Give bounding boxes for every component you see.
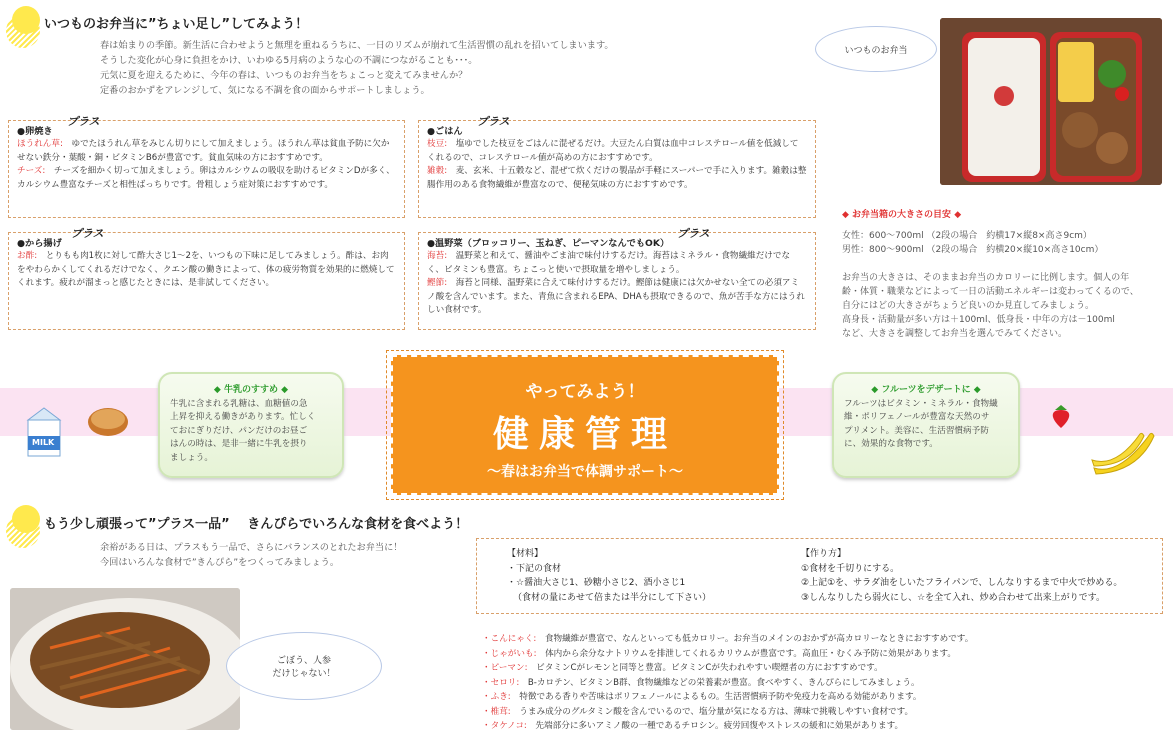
- ingredient-name: ・こんにゃく:: [482, 634, 537, 644]
- yellow-circle-decoration: [12, 505, 40, 533]
- box-title: ●から揚げ: [17, 238, 62, 249]
- ingredient-text: ゆでたほうれん草をみじん切りにして加えましょう。ほうれん草は貧血予防に欠かせない鉄分・葉酸・銅・ビタミンB6が豊富です。貧血気味の方におすすめです。: [17, 139, 390, 163]
- ingredient-desc: 体内から余分なナトリウムを排泄してくれるカリウムが豊富です。高血圧・むくみ予防に効果があります。: [536, 648, 957, 659]
- box-text: [427, 277, 807, 317]
- ingredient-key: 枝豆:: [427, 139, 448, 150]
- ingredient-name: ・じゃがいも:: [482, 648, 537, 659]
- ingredient-name: ・椎茸:: [482, 706, 511, 717]
- bubble-text: ごぼう、人参: [276, 656, 331, 666]
- milk-line: 上昇を抑える働きがあります。忙しく: [170, 412, 316, 422]
- ingredient-text: 塩ゆでした枝豆をごはんに混ぜるだけ。大豆たん白質は血中コレステロール値を低減してくれるので、コレステロール値が高めの方におすすめです。: [427, 139, 799, 163]
- ingredient-desc: うまみ成分のグルタミン酸を含んでいるので、塩分量が気になる方は、薄味で挑戦しやすい食材です。: [510, 706, 914, 717]
- list-item: [482, 676, 973, 691]
- section2-title: もう少し頑張って”プラス一品” きんぴらでいろんな食材を食べよう！: [44, 517, 469, 532]
- banner-line1: やってみよう！: [525, 382, 645, 402]
- ingredient-desc: B-カロテン、ビタミンB群、食物繊維などの栄養素が豊富。食べやすく、きんぴらにしてみましょう。: [519, 677, 920, 688]
- list-item: [482, 632, 973, 647]
- intro-line: 元気に夏を迎えるために、今年の春は、いつものお弁当をちょこっと変えてみませんか？: [100, 70, 468, 81]
- ingredient-name: ・タケノコ:: [482, 721, 527, 731]
- bento-speech-bubble: [815, 26, 937, 72]
- box-title: ●卵焼き: [17, 126, 53, 137]
- ingredient-key: 海苔:: [427, 251, 448, 262]
- milk-line: 牛乳に含まれる乳糖は、血糖値の急: [170, 398, 308, 409]
- fruit-line: に、効果的な食物です。: [844, 439, 938, 449]
- step-item: ①食材を千切りにする。: [801, 563, 900, 574]
- materials-title: 【材料】: [507, 549, 544, 559]
- box-title: ●ごはん: [427, 126, 463, 137]
- onyasai-box: [418, 227, 816, 330]
- dorayaki-icon: [86, 404, 130, 441]
- materials-item: （食材の量にあせて倍または半分にして下さい）: [513, 592, 712, 603]
- bento-size-body: 高身長・活動量が多い方は＋100ml、低身長・中年の方は－100ml: [842, 315, 1115, 325]
- fruit-line: フルーツはビタミン・ミネラル・食物繊: [844, 398, 998, 409]
- list-item: [482, 661, 973, 676]
- step-item: ③しんなりしたら弱火にし、☆を全て入れ、炒め合わせて出来上がりです。: [801, 592, 1105, 603]
- list-item: [482, 647, 973, 662]
- fruit-title: ◆ フルーツをデザートに ◆: [871, 385, 981, 395]
- ingredient-key: ほうれん草:: [17, 139, 63, 150]
- yellow-circle-decoration: [12, 6, 40, 34]
- intro-line: そうした変化が心身に負担をかけ、いわゆる5月病のような心の不調につながることも･･･。: [100, 55, 478, 66]
- ingredient-text: 海苔と同様、温野菜に合えて味付けするだけ。鰹節は健康には欠かせない全ての必須アミノ酸を含んでいます。また、青魚に含まれるEPA、DHAも摂取できるので、魚が苦手な方にはうれしい食材です。: [427, 278, 805, 316]
- intro-line: 今回はいろんな食材で”きんぴら”をつくってみましょう。: [100, 557, 340, 568]
- box-text: [17, 165, 396, 192]
- plus-label: プラス: [677, 227, 710, 240]
- milk-label: MILK: [32, 438, 55, 447]
- materials-column: [507, 547, 711, 605]
- section1-title: いつものお弁当に”ちょい足し”してみよう！: [44, 17, 309, 32]
- strawberry-icon: [1048, 402, 1074, 433]
- plus-label: プラス: [477, 115, 510, 128]
- ingredient-desc: ビタミンCがレモンと同等と豊富。ビタミンCが失われやすい喫煙者の方におすすめです。: [527, 663, 883, 673]
- box-text: [427, 250, 807, 277]
- kinpira-illustration: [10, 588, 240, 730]
- box-title: ●温野菜（ブロッコリー、玉ねぎ、ピーマンなんでもOK）: [427, 238, 670, 249]
- milk-line: はんの時は、是非一緒に牛乳を摂り: [170, 439, 308, 449]
- bento-size-body: 齢・体質・職業などによって一日の活動エネルギーは変わってくるので、: [842, 287, 1139, 297]
- fruit-info-box: [832, 372, 1020, 478]
- box-text: [427, 165, 807, 192]
- steps-title: 【作り方】: [801, 549, 847, 559]
- box-text: [17, 250, 396, 290]
- intro-line: 余裕がある日は、プラスもう一品で、さらにバランスのとれたお弁当に！: [100, 542, 403, 553]
- kinpira-speech-bubble: [226, 632, 382, 700]
- bento-photo: [940, 18, 1162, 185]
- ingredient-text: 麦、玄米、十五穀など、混ぜて炊くだけの製品が手軽にスーパーで手に入ります。雑穀は整腸作用のある食物繊維が豊富なので、便秘気味の方におすすめです。: [427, 166, 807, 190]
- ingredient-key: チーズ:: [17, 166, 46, 177]
- recipe-box: [476, 538, 1163, 614]
- kinpira-photo: [10, 588, 240, 730]
- materials-item: ・下記の食材: [507, 563, 562, 574]
- bubble-text: だけじゃない！: [272, 669, 336, 679]
- milk-carton-icon: [22, 406, 66, 461]
- bento-size-title: ◆ お弁当箱の大きさの目安 ◆: [842, 210, 962, 220]
- ingredient-key: お酢:: [17, 251, 38, 262]
- list-item: [482, 705, 973, 720]
- bento-size-body: お弁当の大きさは、そのままお弁当のカロリーに比例します。個人の年: [842, 273, 1130, 283]
- intro-line: 定番のおかずをアレンジして、気になる不調を食の面からサポートしましょう。: [100, 85, 430, 96]
- fruit-line: 維・ポリフェノールが豊富な天然のサ: [844, 412, 990, 422]
- ingredient-name: ・ピーマン:: [482, 663, 528, 673]
- fruit-line: プリメント。美容に、生活習慣病予防: [844, 425, 989, 436]
- milk-line: ておにぎりだけ、パンだけのお昼ご: [170, 425, 308, 436]
- banner-line2: 健康管理: [492, 414, 677, 455]
- ingredient-desc: 食物繊維が豊富で、なんといっても低カロリー。お弁当のメインのおかずが高カロリーなときにおすすめです。: [536, 634, 974, 644]
- karaage-box: [8, 227, 405, 330]
- step-item: ②上記①を、サラダ油をしいたフライパンで、しんなりするまで中火で炒める。: [801, 578, 1123, 588]
- plus-label: プラス: [67, 115, 100, 128]
- center-banner: [386, 350, 784, 500]
- box-text: [17, 138, 396, 165]
- section1-intro: [100, 38, 614, 98]
- materials-item: ・☆醤油大さじ1、砂糖小さじ2、酒小さじ1: [507, 578, 686, 588]
- bento-size-line: 男性：800～900ml （2段の場合 約横20×縦10×高さ10cm）: [842, 245, 1104, 255]
- bubble-text: いつものお弁当: [844, 45, 908, 56]
- bento-size-body: 自分にはどの大きさがちょうど良いのか見直してみましょう。: [842, 301, 1095, 311]
- list-item: [482, 719, 973, 734]
- ingredient-text: 温野菜と和えて、醤油やごま油で味付けするだけ。海苔はミネラル・食物繊維だけでなく、ビタミンも豊富。ちょこっと使いで摂取量を増やしましょう。: [427, 251, 791, 275]
- steps-column: [801, 547, 1122, 605]
- section2-intro: [100, 540, 402, 570]
- ingredient-name: ・セロリ:: [482, 677, 520, 688]
- plus-label: プラス: [71, 227, 104, 240]
- ingredient-desc: 先端部分に多いアミノ酸の一種であるチロシン。疲労回復やストレスの緩和に効果があります。: [526, 721, 904, 731]
- banner-line3: ～春はお弁当で体調サポート～: [487, 464, 683, 480]
- ingredient-name: ・ふき:: [482, 692, 511, 702]
- ingredient-text: チーズを細かく切って加えましょう。卵はカルシウムの吸収を助けるビタミンDが多く、カルシウム豊富なチーズと相性ばっちりです。骨粗しょう症対策におすすめです。: [17, 166, 395, 190]
- ingredient-text: とりもも肉1枚に対して酢大さじ1～2を、いつもの下味に足してみましょう。酢は、お肉をやわらかくしてくれるだけでなく、クエン酸の働きによって、体の疲労物質を効果的に燃焼してくれます。疲れが溜まっと感じたときには、是非試してください。: [17, 251, 395, 289]
- ingredient-list: [482, 632, 973, 734]
- intro-line: 春は始まりの季節。新生活に合わせようと無理を重ねるうちに、一日のリズムが崩れて生活習慣の乱れを招いてしまいます。: [100, 40, 614, 51]
- list-item: [482, 690, 973, 705]
- bento-size-info: [842, 208, 1139, 341]
- bento-illustration: [940, 18, 1162, 185]
- milk-info-box: [158, 372, 344, 478]
- ingredient-key: 鰹節:: [427, 278, 448, 289]
- bento-size-body: など、大きさを調整してお弁当を選んでみてください。: [842, 329, 1068, 339]
- tamagoyaki-box: [8, 115, 405, 218]
- banana-icon: [1090, 428, 1160, 481]
- gohan-box: [418, 115, 816, 218]
- box-text: [427, 138, 807, 165]
- milk-title: ◆ 牛乳のすすめ ◆: [213, 385, 289, 395]
- milk-line: ましょう。: [170, 452, 213, 463]
- ingredient-key: 雑穀:: [427, 166, 448, 177]
- bento-size-line: 女性：600～700ml （2段の場合 約横17×縦8×高さ9cm）: [842, 231, 1092, 241]
- center-banner-fill: [391, 355, 779, 495]
- ingredient-desc: 特徴である香りや苦味はポリフェノールによるもの。生活習慣病予防や免疫力を高める効能があります。: [510, 692, 922, 702]
